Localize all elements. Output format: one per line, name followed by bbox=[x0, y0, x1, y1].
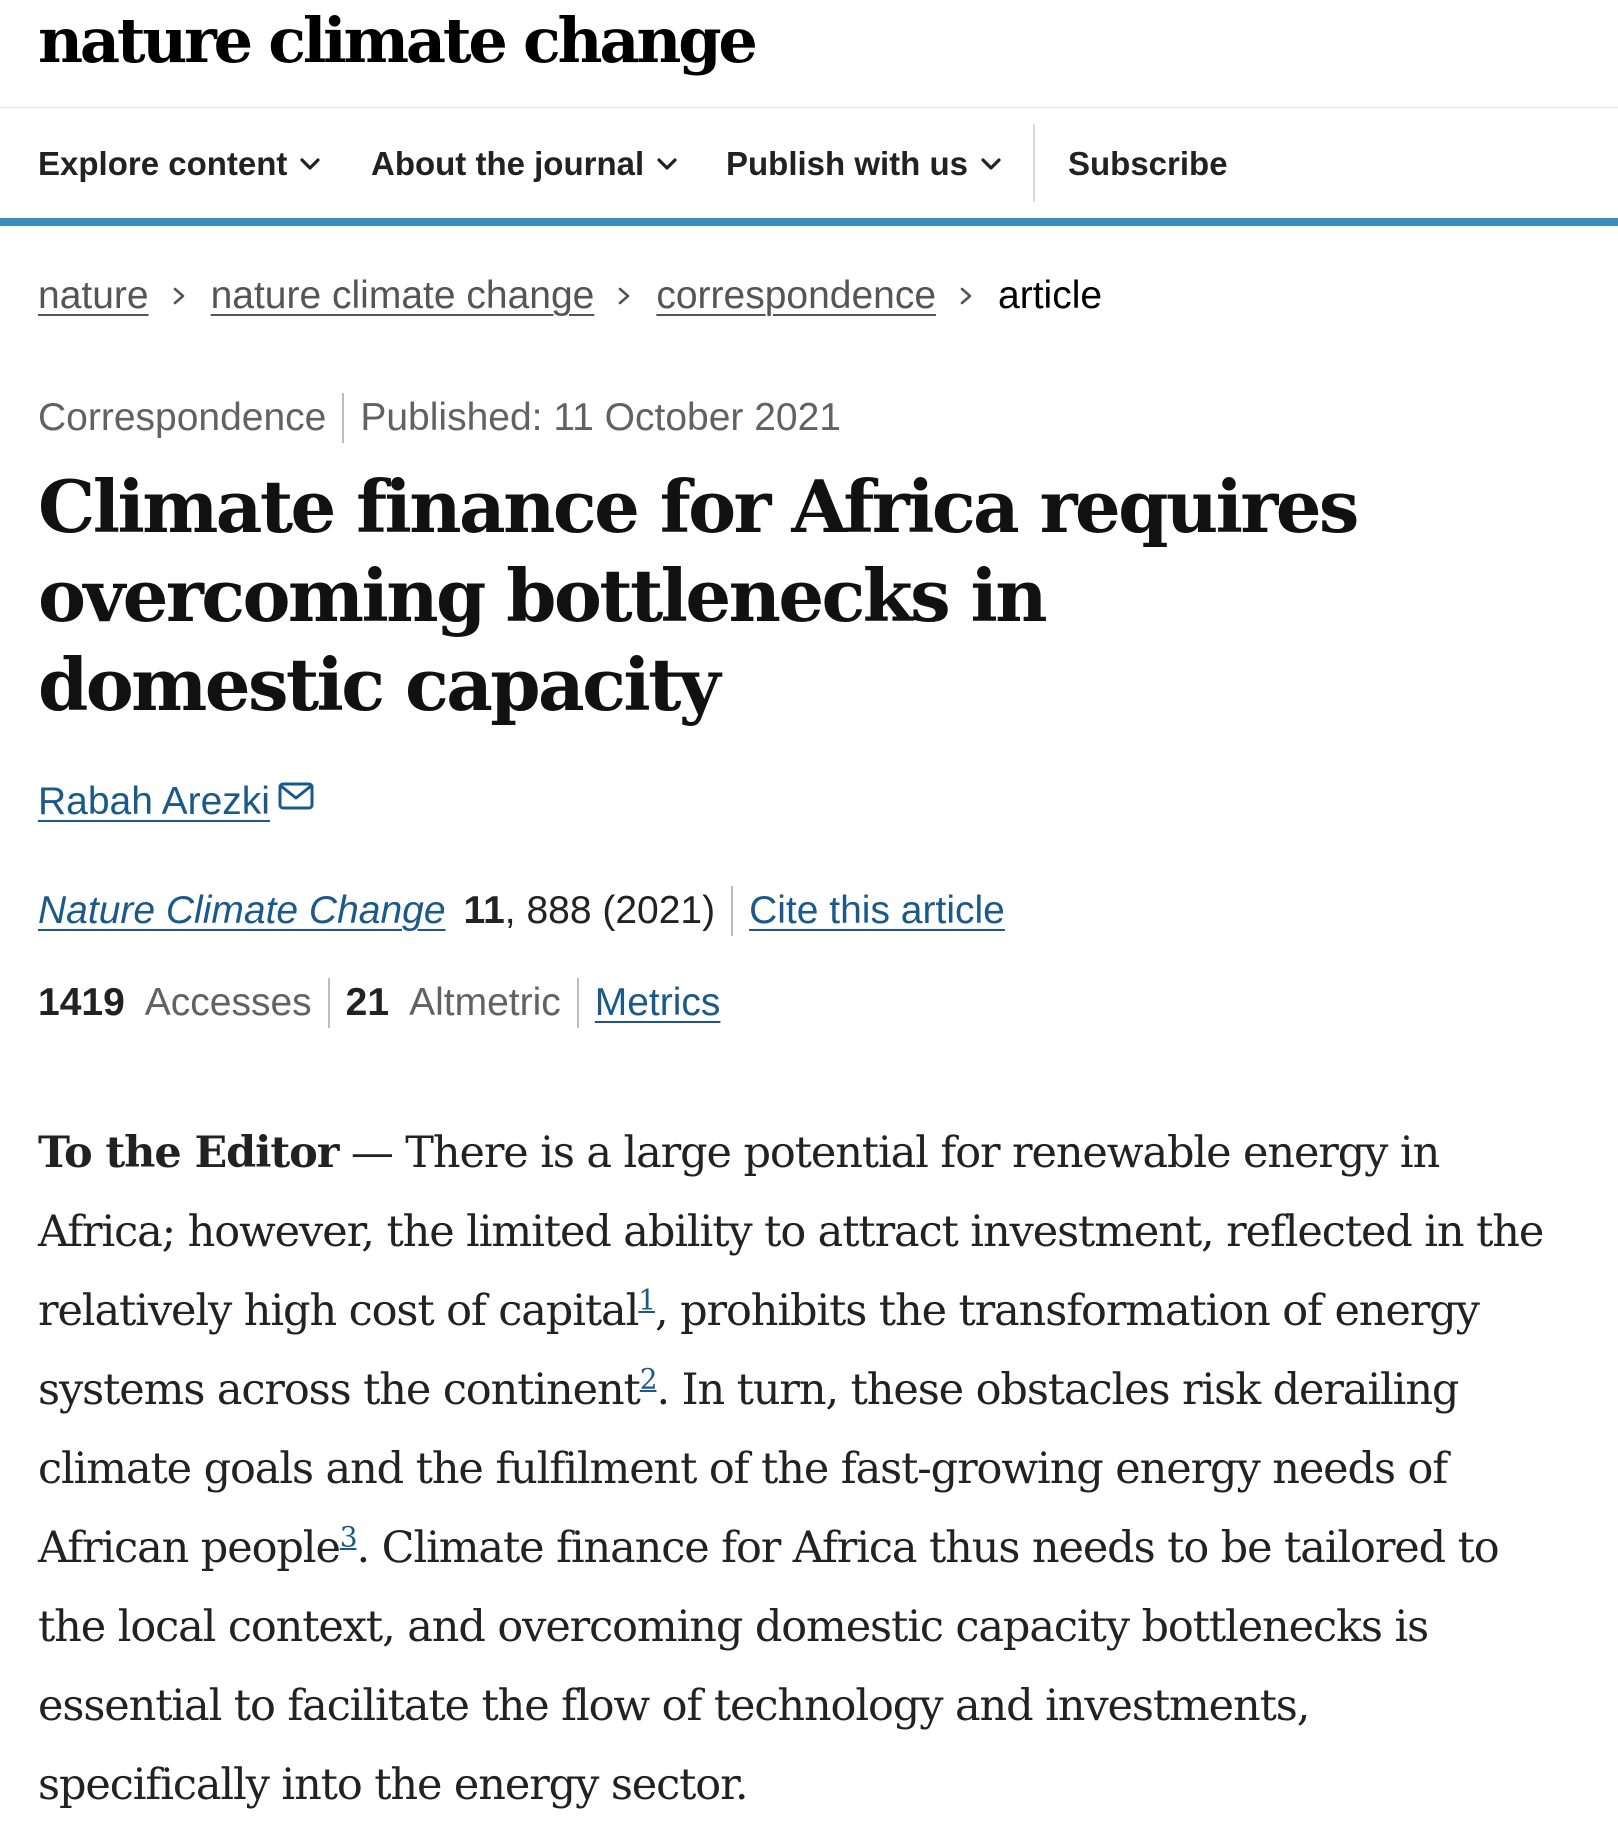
nav-explore-content-label: Explore content bbox=[38, 145, 288, 182]
body-segment-2: , prohibits the transformation of energy systems across the continent bbox=[38, 1286, 1479, 1415]
breadcrumb bbox=[38, 268, 1102, 324]
breadcrumb-nature[interactable]: nature bbox=[38, 274, 149, 317]
nav-publish-with-us-label: Publish with us bbox=[726, 145, 969, 182]
accesses-label: Accesses bbox=[144, 981, 312, 1024]
body-lead: To the Editor bbox=[38, 1128, 339, 1178]
main-nav bbox=[0, 108, 1618, 226]
author-link[interactable]: Rabah Arezki bbox=[38, 780, 270, 823]
body-segment-1: There is a large potential for renewable energy in Africa; however, the limited ability to attract investment, reflected in the relatively high cost of capital bbox=[38, 1128, 1544, 1336]
masthead bbox=[0, 0, 1618, 108]
metrics-divider bbox=[328, 978, 330, 1028]
nav-explore-content[interactable] bbox=[38, 142, 321, 186]
metrics-row bbox=[38, 978, 720, 1028]
chevron-down-icon bbox=[299, 157, 321, 171]
meta-divider bbox=[342, 393, 344, 443]
chevron-down-icon bbox=[980, 157, 1002, 171]
breadcrumb-nature-climate-change[interactable]: nature climate change bbox=[210, 274, 595, 317]
accesses-count: 1419 bbox=[38, 981, 125, 1024]
reference-link-1[interactable]: 1 bbox=[638, 1283, 655, 1317]
metrics-link[interactable]: Metrics bbox=[594, 981, 721, 1024]
nav-subscribe[interactable] bbox=[1068, 142, 1228, 186]
citation-row bbox=[38, 886, 1005, 936]
nav-publish-with-us[interactable] bbox=[726, 142, 1002, 186]
article-meta bbox=[38, 393, 841, 443]
nav-about-journal-label: About the journal bbox=[371, 145, 645, 182]
article-body bbox=[38, 1114, 1548, 1825]
author-list bbox=[38, 780, 314, 824]
journal-logo[interactable]: nature climate change bbox=[38, 4, 755, 77]
cite-this-article-link[interactable]: Cite this article bbox=[749, 889, 1005, 932]
body-segment-3: . In turn, these obstacles risk derailing climate goals and the fulfilment of the fast-growing energy needs of African people bbox=[38, 1365, 1459, 1573]
chevron-right-icon bbox=[171, 285, 187, 307]
metrics-divider bbox=[577, 978, 579, 1028]
volume: 11 bbox=[463, 889, 505, 932]
body-dash: — bbox=[338, 1128, 406, 1178]
altmetric-count: 21 bbox=[345, 981, 390, 1024]
reference-link-2[interactable]: 2 bbox=[639, 1362, 657, 1396]
article-type: Correspondence bbox=[38, 396, 327, 439]
chevron-down-icon bbox=[656, 157, 678, 171]
citation-divider bbox=[731, 886, 733, 936]
pages-year: , 888 (2021) bbox=[504, 889, 716, 932]
reference-link-3[interactable]: 3 bbox=[339, 1520, 357, 1554]
body-segment-4: . Climate finance for Africa thus needs to be tailored to the local context, and overcoming domestic capacity bottlenecks is essential to facilitate the flow of technology and investments, specifically into the energy sector. bbox=[38, 1523, 1499, 1810]
nav-divider bbox=[1033, 124, 1035, 202]
nav-subscribe-label: Subscribe bbox=[1068, 145, 1228, 182]
breadcrumb-correspondence[interactable]: correspondence bbox=[656, 274, 937, 317]
breadcrumb-current: article bbox=[998, 274, 1103, 317]
article-title: Climate finance for Africa requires overcoming bottlenecks in domestic capacity bbox=[38, 464, 1357, 727]
chevron-right-icon bbox=[616, 285, 632, 307]
nav-about-journal[interactable] bbox=[371, 142, 678, 186]
mail-icon[interactable] bbox=[278, 782, 314, 812]
chevron-right-icon bbox=[958, 285, 974, 307]
journal-link[interactable]: Nature Climate Change bbox=[38, 889, 446, 932]
published-date: Published: 11 October 2021 bbox=[360, 396, 841, 439]
altmetric-label: Altmetric bbox=[409, 981, 561, 1024]
